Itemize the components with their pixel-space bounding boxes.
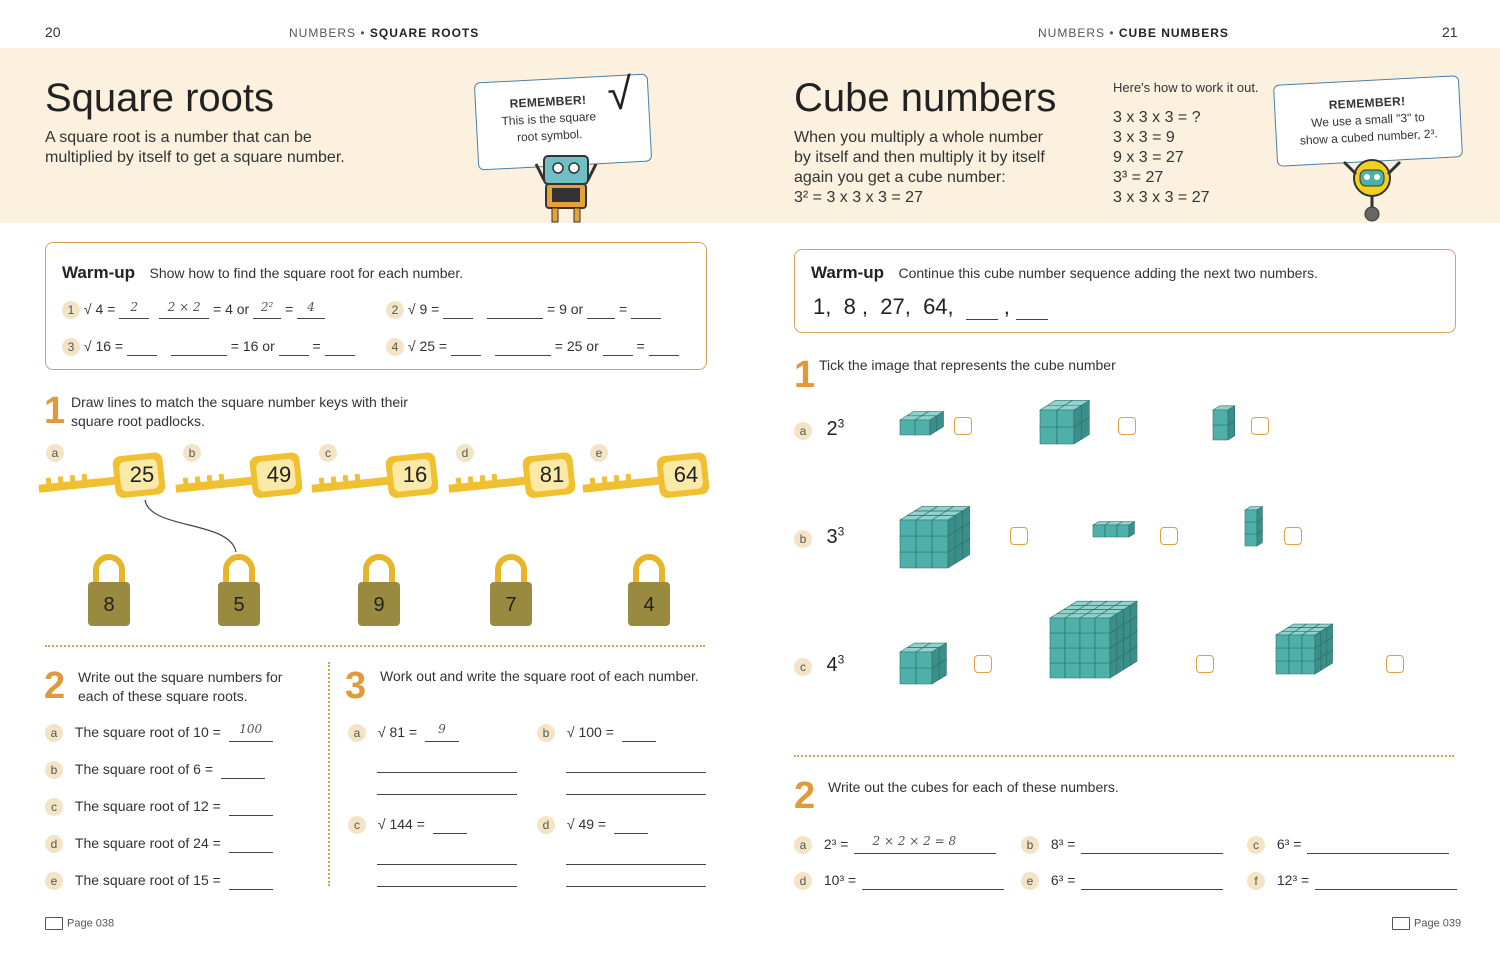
- row-letter: b: [794, 530, 812, 548]
- item-text: The square root of 6 =: [74, 761, 214, 777]
- left-intro-line: multiplied by itself to get a square number.: [45, 149, 345, 166]
- warmup-title: Warm-up: [811, 263, 885, 282]
- right-section: NUMBERS: [1038, 26, 1106, 40]
- key-value: 81: [539, 462, 565, 487]
- item-text: =: [618, 301, 628, 317]
- item-text: √ 49 =: [566, 816, 607, 832]
- how-step: 3 x 3 x 3 = ?: [1113, 109, 1201, 126]
- power-base: 2: [826, 417, 838, 440]
- question-number: 2: [44, 665, 66, 707]
- key-letter: c: [319, 444, 337, 462]
- tick-box[interactable]: [1118, 417, 1136, 435]
- how-step: 9 x 3 = 27: [1113, 149, 1184, 166]
- item-question: √ 4 =: [83, 301, 116, 317]
- key-letter: a: [46, 444, 64, 462]
- item-letter: c: [1247, 836, 1265, 854]
- handwritten-answer: 4: [307, 300, 315, 314]
- left-topic: SQUARE ROOTS: [369, 26, 480, 40]
- footer-page-label: Page 038: [67, 917, 115, 930]
- how-step: 3³ = 27: [1113, 169, 1164, 186]
- item-text: = 16 or: [230, 338, 275, 354]
- item-letter: e: [45, 872, 63, 890]
- right-intro-line: again you get a cube number:: [794, 169, 1006, 186]
- book-icon: [45, 917, 63, 930]
- cube-block: [900, 643, 946, 684]
- item-text: √ 144 =: [377, 816, 425, 832]
- remember-title: REMEMBER!: [1328, 94, 1406, 113]
- footer-page-label: Page 039: [1414, 917, 1462, 930]
- item-text: The square root of 10 =: [74, 724, 221, 740]
- cube-block: [1276, 624, 1333, 674]
- question-number: 1: [44, 390, 66, 432]
- cube-block: [900, 412, 944, 435]
- power-base: 4: [826, 653, 838, 676]
- item-letter: f: [1247, 872, 1265, 890]
- left-section: NUMBERS: [289, 26, 357, 40]
- question-line: Draw lines to match the square number keys with their: [71, 394, 408, 410]
- question-text: Tick the image that represents the cube number: [819, 357, 1116, 373]
- power-base: 3: [826, 525, 838, 548]
- handwritten-answer: 2: [130, 300, 139, 314]
- padlock-value: 7: [505, 594, 517, 616]
- how-step: 3 x 3 x 3 = 27: [1113, 189, 1210, 206]
- item-text: The square root of 12 =: [74, 798, 221, 814]
- padlock-value: 4: [643, 594, 655, 616]
- key-value: 16: [402, 462, 428, 487]
- row-letter: a: [794, 422, 812, 440]
- item-text: = 25 or: [554, 338, 599, 354]
- row-letter: c: [794, 658, 812, 676]
- item-number: 2: [386, 301, 404, 319]
- tick-box[interactable]: [1010, 527, 1028, 545]
- remember-title: REMEMBER!: [509, 92, 587, 111]
- remember-line: root symbol.: [516, 127, 583, 145]
- sequence-values: 1, 8 , 27, 64,: [813, 294, 954, 319]
- item-letter: b: [45, 761, 63, 779]
- item-letter: b: [1021, 836, 1039, 854]
- right-intro-line: by itself and then multiply it by itself: [794, 149, 1045, 166]
- key-value: 25: [129, 462, 155, 487]
- answer-line[interactable]: [1315, 875, 1457, 890]
- item-text: = 4 or: [213, 301, 250, 317]
- cube-block: [1040, 400, 1089, 444]
- key-letter: d: [456, 444, 474, 462]
- cube-block: [1093, 522, 1134, 537]
- cube-sequence: 1, 8 , 27, 64, ,: [813, 294, 1048, 320]
- right-page-number: 21: [1442, 24, 1458, 40]
- item-text: 6³ =: [1276, 836, 1302, 852]
- item-text: 10³ =: [823, 872, 857, 888]
- cube-block: [1050, 601, 1137, 678]
- right-footer: [1392, 917, 1461, 930]
- item-letter: a: [348, 724, 366, 742]
- item-letter: a: [45, 724, 63, 742]
- how-to-heading: Here's how to work it out.: [1113, 80, 1259, 95]
- item-text: 8³ =: [1050, 836, 1076, 852]
- tick-box[interactable]: [1386, 655, 1404, 673]
- question-text: Work out and write the square root of each number.: [380, 668, 699, 684]
- answer-line[interactable]: [1081, 839, 1223, 854]
- left-running-header: NUMBERS • SQUARE ROOTS: [289, 26, 480, 40]
- key-letter: b: [183, 444, 201, 462]
- item-letter: e: [1021, 872, 1039, 890]
- item-text: √ 81 =: [377, 724, 418, 740]
- tick-box[interactable]: [974, 655, 992, 673]
- item-text: 2³ =: [823, 836, 849, 852]
- item-letter: c: [348, 816, 366, 834]
- answer-line[interactable]: [1081, 875, 1223, 890]
- warmup-instruction: Continue this cube number sequence adding the next two numbers.: [898, 265, 1318, 281]
- question-number: 1: [794, 354, 816, 396]
- item-text: 6³ =: [1050, 872, 1076, 888]
- square-root-symbol: √: [606, 69, 634, 120]
- item-question: √ 16 =: [83, 338, 124, 354]
- item-text: The square root of 24 =: [74, 835, 221, 851]
- item-text: The square root of 15 =: [74, 872, 221, 888]
- power-exponent: 3: [837, 416, 845, 430]
- how-step: 3 x 3 = 9: [1113, 129, 1175, 146]
- cube-block: [1213, 406, 1235, 440]
- item-text: =: [636, 338, 645, 354]
- handwritten-answer: 9: [438, 722, 446, 736]
- item-question: √ 9 =: [407, 301, 440, 317]
- item-text: =: [284, 301, 294, 317]
- section-divider: [794, 755, 1454, 757]
- question-number: 3: [345, 665, 367, 707]
- handwritten-answer: 2²: [260, 300, 274, 314]
- power-exponent: 3: [837, 652, 845, 666]
- item-text: =: [312, 338, 321, 354]
- item-letter: d: [794, 872, 812, 890]
- remember-line: show a cubed number, 2³.: [1299, 126, 1439, 148]
- cube-block: [1245, 507, 1262, 546]
- answer-line[interactable]: [862, 875, 1004, 890]
- handwritten-answer: 2 × 2: [167, 300, 201, 314]
- answer-line[interactable]: [1307, 839, 1449, 854]
- cube-block: [900, 507, 970, 568]
- book-icon: [1392, 917, 1410, 930]
- key-letter: e: [590, 444, 608, 462]
- item-letter: c: [45, 798, 63, 816]
- item-text: √ 100 =: [566, 724, 614, 740]
- item-text: = 9 or: [547, 301, 584, 317]
- left-intro-line: A square root is a number that can be: [45, 129, 312, 146]
- padlock-value: 5: [233, 594, 245, 616]
- padlock-value: 8: [103, 594, 115, 616]
- item-letter: b: [537, 724, 555, 742]
- left-page-number: 20: [45, 24, 61, 40]
- question-text: Write out the cubes for each of these numbers.: [828, 779, 1119, 795]
- answer-line[interactable]: [854, 834, 996, 854]
- cube-answer-item: [1247, 872, 1457, 890]
- cube-answer-item: [1021, 872, 1223, 890]
- right-title: Cube numbers: [794, 76, 1057, 120]
- question-number: 2: [794, 775, 816, 817]
- right-topic: CUBE NUMBERS: [1118, 26, 1229, 40]
- handwritten-answer: 2 × 2 × 2 = 8: [872, 834, 957, 848]
- power-exponent: 3: [837, 524, 845, 538]
- right-running-header: NUMBERS • CUBE NUMBERS: [1038, 26, 1229, 40]
- right-intro-line: When you multiply a whole number: [794, 129, 1044, 146]
- tick-box[interactable]: [1160, 527, 1178, 545]
- padlock-value: 9: [373, 594, 385, 616]
- tick-box[interactable]: [1251, 417, 1269, 435]
- item-letter: d: [45, 835, 63, 853]
- warmup-title: Warm-up: [62, 263, 136, 282]
- remember-line: This is the square: [501, 109, 597, 129]
- cube-answer-item: [1021, 836, 1223, 854]
- cube-answer-item: [794, 872, 1004, 890]
- left-title: Square roots: [45, 76, 275, 120]
- tick-box[interactable]: [954, 417, 972, 435]
- remember-line: We use a small "3" to: [1310, 110, 1426, 130]
- right-intro-line: 3² = 3 x 3 x 3 = 27: [794, 189, 923, 206]
- tick-box[interactable]: [1196, 655, 1214, 673]
- item-number: 3: [62, 338, 80, 356]
- item-question: √ 25 =: [407, 338, 448, 354]
- cube-answer-item: [794, 836, 996, 854]
- left-footer: [45, 917, 114, 930]
- cube-answer-item: [1247, 836, 1449, 854]
- tick-box[interactable]: [1284, 527, 1302, 545]
- item-letter: a: [794, 836, 812, 854]
- warmup-instruction: Show how to find the square root for each number.: [149, 265, 464, 281]
- key-value: 64: [673, 462, 699, 487]
- item-text: 12³ =: [1276, 872, 1310, 888]
- question-line: each of these square roots.: [78, 688, 248, 704]
- item-number: 1: [62, 301, 80, 319]
- key-value: 49: [266, 462, 292, 487]
- question-line: Write out the square numbers for: [78, 669, 283, 685]
- item-number: 4: [386, 338, 404, 356]
- handwritten-answer: 100: [239, 722, 263, 736]
- question-line: square root padlocks.: [71, 413, 205, 429]
- item-letter: d: [537, 816, 555, 834]
